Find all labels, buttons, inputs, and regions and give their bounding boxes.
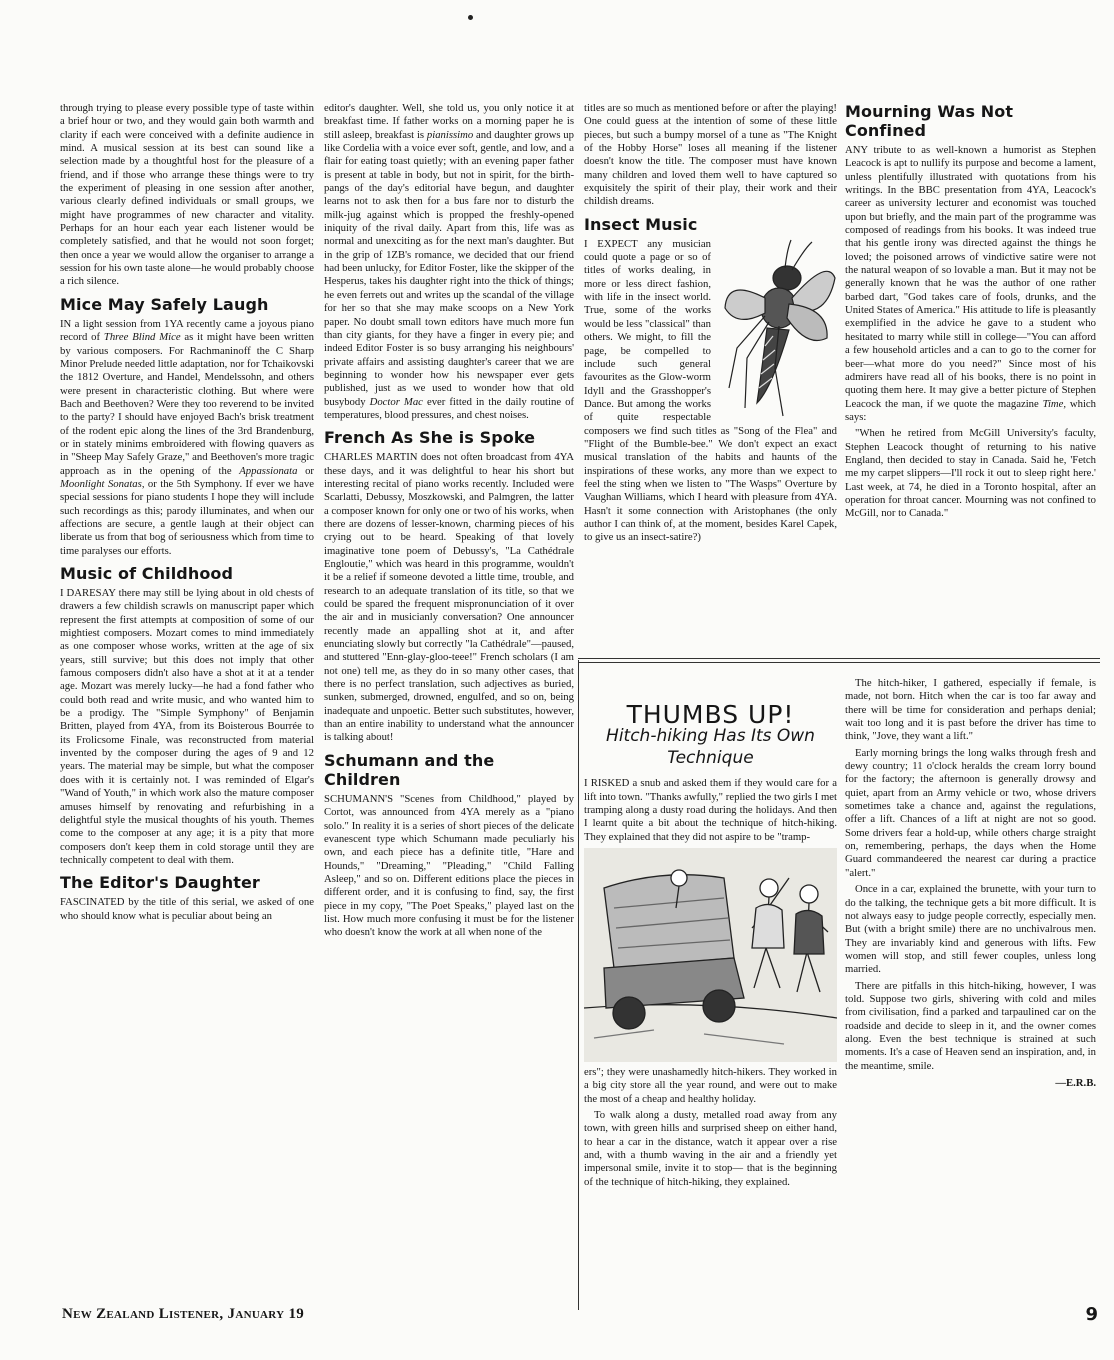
editor-paragraph: FASCINATED by the title of this serial, we asked of one who should know what is peculiar about being an [60,896,314,922]
french-paragraph: CHARLES MARTIN does not often broadcast from 4YA these days, and it was delightful to hear his short but interesting recital of piano works recently. Included were Scarlatti, Debussy, Moszkowski, and Palmgren, the latter a composer known for only one or two of his works, when there are dozens of lesser-known, charming pieces of his crying out to be heard. Speaking of that lovely imaginative tone poem of Debussy's, "La Cathédrale Engloutie," which was heard in this programme, wouldn't it be a relief if someone devoted a little time, trouble, and research to an adequate translation of its title, so that we could be spared the frequent mispronunciation of it over the air and in musicianly conversation? One announcer recently made an appalling shot at it, and after enunciating slowly but correctly "la Cathédrale"—paused, and stuttered "Enn-glay-gloo-teee!" French scholars (I am not one) tell me, as they do in so many other cases, that there is no perfect translation, such adjectives as buried, sunken, submerged, drowned, engulfed, and so on, being inadequate and unpoetic. Better such substitutes, however, than an entire inability to understand what the announcer is talking about! [324,451,574,744]
thumbs-paragraph-2: ers"; they were unashamedly hitch-hikers. They worked in a big city store all the year round, and were out to make the most of a cheap and healthy holiday. [584,1066,837,1105]
childhood-paragraph: I DARESAY there may still be lying about in old chests of drawers a few childish scrawls on manuscript paper which represent the first attempts at composition of some of our mightiest composers. Mozart comes to mind immediately as one composer whose works, written at the age of six years, still survive; but this does not imply that other famous composers didn't also have a shot at it at a tender age. Mozart was merely lucky—he had a fond father who could both read and write music, and who wanted him to be a prodigy. The "Simple Symphony" of Benjamin Britten, played from 4YA, from its Boisterous Bourrée to its Frolicsome Finale, was reconstructed from material invented by the composer during the ages of 9 and 12 years. The material may be simple, but what the composer does with it is certainly not. I was reminded of Elgar's "Wand of Youth," in which work also the mature composer amuses himself by renovating and refurbishing in a delightful style the musical thoughts of his youth. Themes come to the composer at any age; it is a pity that more composers don't keep them in cold storage until they are technically competent to deal with them. [60,587,314,866]
hitchhikers-cartoon [584,848,837,1062]
thumbs-paragraph-1: I RISKED a snub and asked them if they would care for a lift into town. "Thanks awfully," replied the two girls I met tramping along a dusty road during the holidays. And then I learnt quite a bit about the technique of hitch-hiking. They explained that they did not aspire to be "tramp- [584,777,837,843]
heading-editors-daughter: The Editor's Daughter [60,873,260,893]
masthead: New Zealand Listener, January 19 [62,1306,305,1322]
thumbs-paragraph-7: There are pitfalls in this hitch-hiking, however, I was told. Suppose two girls, shivering with cold and miles from civilisation, find a parked and tarpaulined car on the roadside and decide to sleep in it, and the owner comes along. Even the best technique is strained at such moments. It's a case of Heaven send an inspiration, and, in the meantime, smile. [845,979,1096,1072]
heading-french: French As She is Spoke [324,428,536,448]
thumbs-up-article [584,700,837,1192]
page-footer [62,1306,1098,1330]
heading-mice: Mice May Safely Laugh [60,294,269,314]
signature: —E.R.B. [1055,1076,1096,1089]
section-divider [578,658,1100,663]
column-2 [324,102,574,943]
thumbs-paragraph-5: Early morning brings the long walks through fresh and dewy country; 11 o'clock heralds the cream lorry bound for the factory; the afternoon is generally drowsy and quiet, apart from an Army vehicle or two, whose drivers sometimes take a chance and, against the regulations, offer a lift. Chances of a lift at night are not so good. Some drivers fear a hold-up, while others charge straight on, remembering, perhaps, the days when the Home Guard commandeered the nearest car during a practice "alert." [845,746,1096,879]
thumbs-up-subtitle: Hitch-hiking Has Its Own Technique [606,726,815,769]
heading-schumann: Schumann and the Children [324,750,495,789]
thumbs-paragraph-3: To walk along a dusty, metalled road away from any town, with green hills and surprised sheep on either hand, to hear a car in the distance, watch it appear over a rise and, with a thumb waving in the air and a friendly yet impersonal smile, invite it to stop— that is the beginning of the technique of hitch-hiking, they explained. [584,1109,837,1188]
column-3 [584,102,837,548]
heading-insect: Insect Music [584,214,698,234]
thumbs-paragraph-6: Once in a car, explained the brunette, with your turn to do the talking, the technique gets a bit more difficult. It is not always easy to judge people correctly, especially men. But (with a bright smile) there are no unchivalrous men. They are invariably kind and generous with lifts. Few women will stop, and still fewer couples, unless long married. [845,883,1096,976]
schumann-continued-paragraph: titles are so much as mentioned before or after the playing! One could guess at the intention of some of these little pieces, but such a bumpy morsel of a tune as "The Knight of the Hobby Horse" loses all meaning if the listener doesn't know the title. The composer must have known many children and loved them well to have captured so exquisitely the spirit of their play, their work and their childish dreams. [584,102,837,208]
page-dot [468,15,473,20]
column-divider [578,660,579,1310]
thumbs-up-title: THUMBS UP! [626,700,795,729]
heading-mourning: Mourning Was Not Confined [845,102,1014,140]
column-1 [60,102,314,926]
column-4 [845,102,1096,524]
schumann-paragraph: SCHUMANN'S "Scenes from Childhood," played by Cortot, was announced from 4YA merely as a "piano solo." In reality it is a series of short pieces of the delicate evanescent type which Schumann made peculiarly his own, and each piece has a definite title, "Hare and Hounds," "Dreaming," "Pleading," "Child Falling Asleep," and so on. Different editions place the pieces in different order, and it is confusing to find, say, the first piece in my copy, "The Poet Speaks," played last on the list. How much more confusing it must be for the listener who doesn't know the work at all when none of the [324,792,574,939]
page-number: 9 [1085,1304,1098,1325]
mourning-quote: "When he retired from McGill University's faculty, Stephen Leacock thought of returning to his native England, then decided to stay in Canada. Said he, 'Fetch me my carpet slippers—I'll rock it out to sleep right here.' Last week, at 74, he died in a Toronto hospital, after an operation for throat cancer. Mourning was not confined to McGill, nor to Canada." [845,427,1096,520]
thumbs-up-continued [845,677,1096,1090]
mice-paragraph: IN a light session from 1YA recently came a joyous piano record of Three Blind Mice as it might have been written by various composers. For Rachmaninoff the C Sharp Minor Prelude needed little adaptation, nor for Tchaikovski the 1812 Overture, and Handel, Mendelssohn, and others were present in characteristic clothing. But where were Bach and Beethoven? Were they too reverend to be invited to the party? I should have enjoyed Bach's brisk treatment of the rodent epic along the lines of the 3rd Brandenburg, or in stately minims embroidered with flowing quavers as in "Sheep May Safely Graze," and Beethoven's more tragic approach as in the opening of the Appassionata or Moonlight Sonatas, or the 5th Symphony. If ever we have special sessions for piano students I hope they will include such recordings as this; parody illuminates, and when our affections are secure, a gentle laugh at their object can liberate us from that bog of seriousness which from time to time paralyses our efforts. [60,317,314,557]
heading-childhood: Music of Childhood [60,564,234,583]
bee-illustration [717,238,837,418]
editor-continued-paragraph: editor's daughter. Well, she told us, you only notice it at breakfast time. If father works on a morning paper he is still asleep, breakfast is pianissimo and daughter grows up like Cordelia with a voice ever soft, gentle, and low, and a flair for eating toast quietly; with an evening paper father is present at table in body, but not in spirit, for the birth-pangs of the day's editorial have begun, and daughter learns not to ask then for a bus fare nor to disturb the milk-jug against which is propped the freshly-opened iniquity of the rival daily. Apart from this, life was as normal and unexciting as for the next man's daughter. But in the grip of 1ZB's romance, we decided that our friend had been unlucky, for Editor Foster, like the skipper of the Hesperus, takes his daughter right into the thick of things; he even ferrets out and writes up the scandal of the village for her so that she may make scoops on a New York paper. No doubt small town editors have much more fun than city giants, for they have a finger in every pie; and indeed Editor Foster is so busy arranging his neighbours' private affairs and assisting daughter's career that we are beginning to wonder how his newspaper ever gets published, just as we used to wonder how that old busybody Doctor Mac ever fitted in the daily routine of temperatures, blood pressures, and chest noises. [324,102,574,421]
intro-paragraph: through trying to please every possible type of taste within a brief hour or two, and they would gain both warmth and clarity if each were conceived with a definite audience in mind. A musical session at its best can sound like a selection made by a thoughtful host for the pleasure of a friend, and if those who arrange these things were to try the experiment of pleasing in one session after another, various clearly defined individuals or small groups, we might have programmes of new character and vitality. Perhaps for an hour each year each listener would be completely satisfied, and that he would not soon forget; then once a year we would allow the organiser to arrange a session for his own taste alone—he would probably choose a rich silence. [60,102,314,288]
mourning-paragraph: ANY tribute to as well-known a humorist as Stephen Leacock is apt to nullify its purpose and become a lament, unless plentifully illustrated with quotations from his writings. In the BBC presentation from 4YA, Leacock's career as university lecturer and economist was touched upon but briefly, and the main part of the programme was composed of readings from his books. It was indeed true that his gentle irony was directed against the things he loved; the poisoned arrows of vindictive satire were not the natural weapon of so lovable a man. But it may not be generally known that he was the author of one rather barbed dart, "God takes care of fools, drunks, and the United States of America." His attitude to life is pleasantly exemplified in the advice he gave to a student who hesitated to marry while still in college—"You can afford a few household articles and a can to go to the corner for beer—what more do you need?" Since most of his admirers have read all of his books, there is no point in quoting them here. It may give a better picture of Stephen Leacock the man, if we quote the magazine Time, which says: [845,144,1096,423]
thumbs-paragraph-4: The hitch-hiker, I gathered, especially if female, is made, not born. Hitch when the car is too far away and there will be time for consideration and perhaps denial; wait too long and it is past before the driver has time to think, "Jove, they want a lift." [845,677,1096,743]
insect-paragraph: I EXPECT any musician could quote a page or so of titles of works dealing, in more or less direct fashion, with life in the insect world. True, some of the works would be less "classical" than others. We might, to fill the page, be compelled to include such general favourites as the Glow-worm Idyll and the Grasshopper's Dance. But among the works of quite respectable composers we find such titles as "Song of the Flea" and "Flight of the Bumble-bee." We don't expect an exact musical translation of the habits and haunts of the inspirations of these works, any more than we expect to feel the sting when we listen to "The Wasps" Overture by Vaughan Williams, which I heard with pleasure from 4YA. Hasn't it some connection with Aristophanes (the only author I can think of, at the moment, besides Karel Capek, to give us an insect-satire?) [584,237,837,544]
